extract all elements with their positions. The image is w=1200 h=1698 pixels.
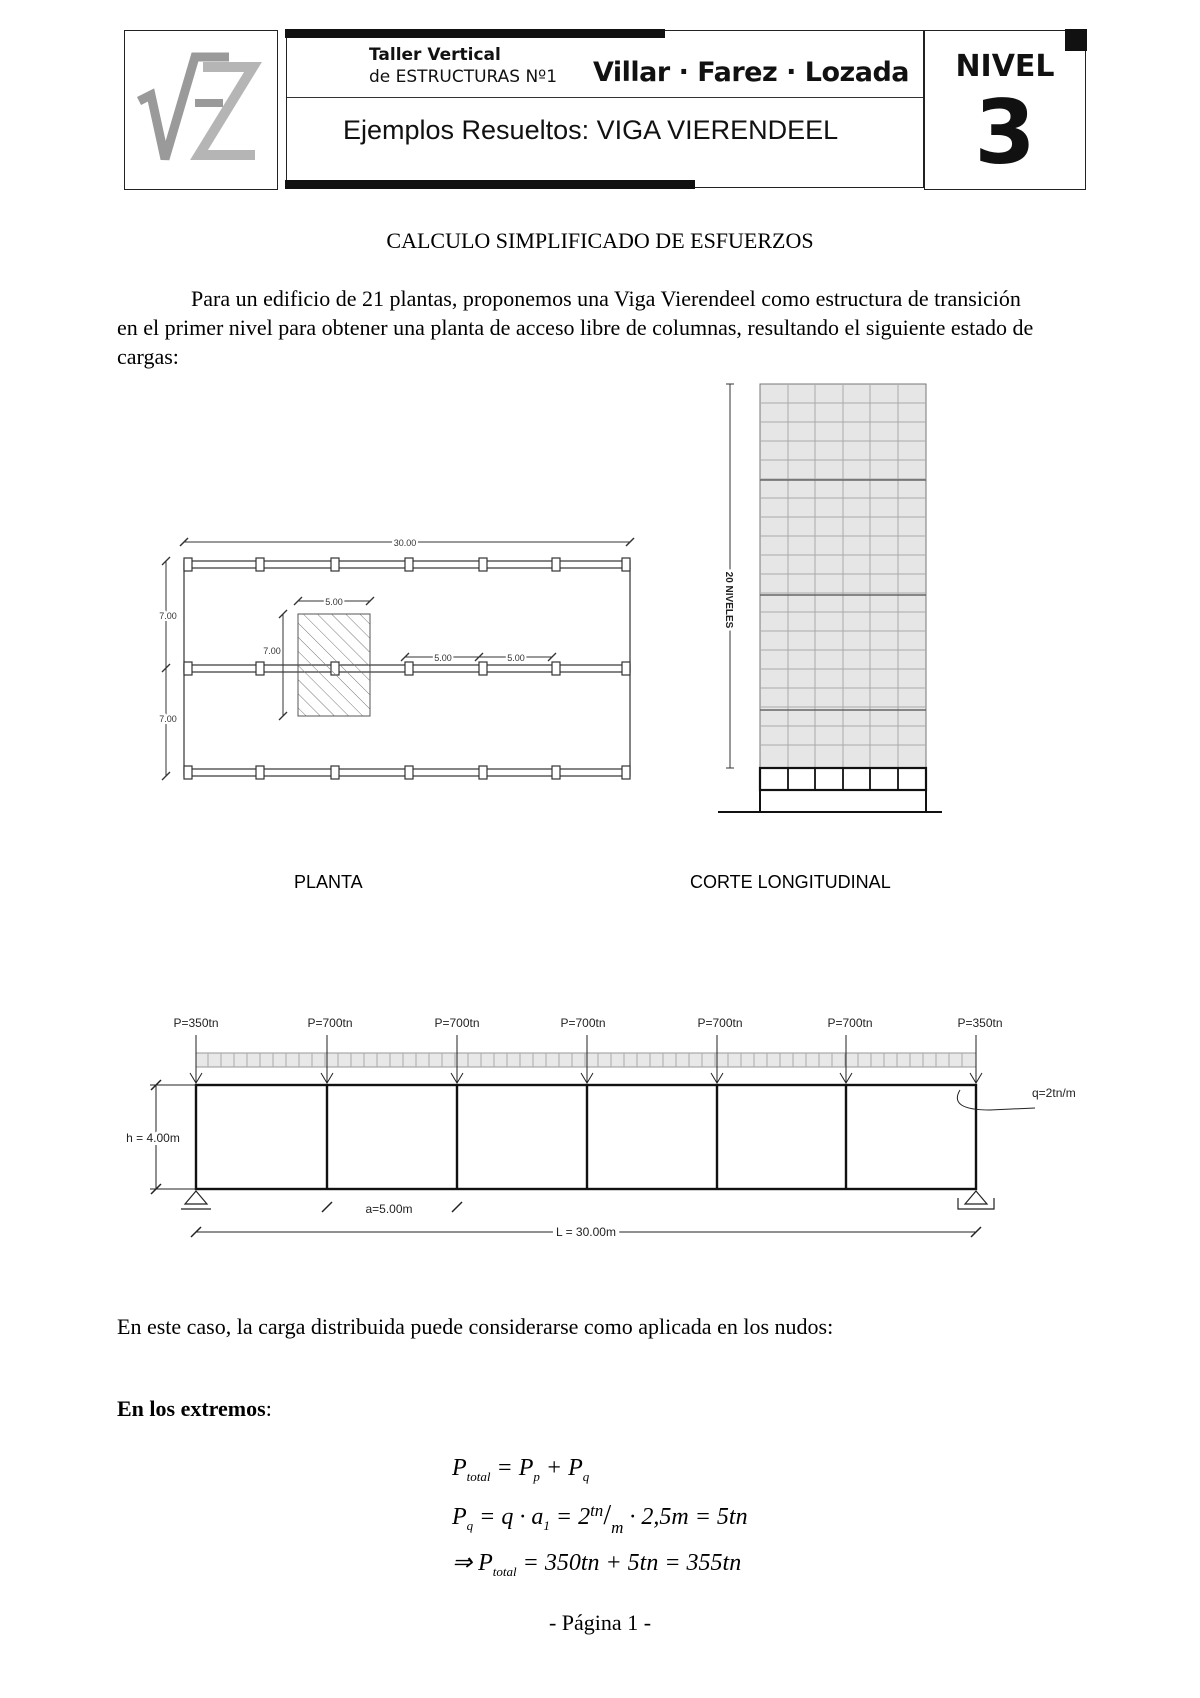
eq1-lhs-sub: total [466, 1468, 491, 1484]
eq2-val: = 2 [549, 1504, 591, 1530]
load-label-2: P=700tn [307, 1016, 353, 1030]
page-number: - Página 1 - [548, 1610, 652, 1635]
header-bar-top [285, 29, 665, 38]
vfz-logo-icon [125, 31, 277, 189]
corte-levels-label: 20 NIVELES [723, 571, 734, 629]
planta-dim-left-bottom-label: 7.00 [159, 714, 177, 724]
equation-2 [452, 1500, 748, 1538]
distributed-note: En este caso, la carga distribuida puede considerarse como aplicada en los nudos: [117, 1314, 834, 1339]
eq3-arrow: ⇒ P [452, 1550, 493, 1576]
planta-dim-left-top-label: 7.00 [159, 611, 177, 621]
vierendeel-frame [196, 1085, 976, 1189]
logo [124, 30, 278, 190]
taller-line-2: de ESTRUCTURAS Nº1 [369, 67, 558, 87]
planta-dim-total-label: 30.00 [393, 538, 417, 548]
eq1-lhs: P [452, 1455, 467, 1481]
eq1-rhs-a-sub: p [533, 1468, 540, 1484]
a-label: a=5.00m [365, 1202, 413, 1216]
extremos-label: En los extremos [117, 1396, 266, 1421]
corte-vierendeel [718, 768, 942, 812]
eq1-rhs-a: = P [490, 1455, 534, 1481]
eq1-rhs-b-sub: q [582, 1468, 590, 1484]
extremos-colon: : [265, 1396, 272, 1421]
eq2-lhs: P [452, 1504, 467, 1530]
eq3-end: = 350tn + 5tn = 355tn [516, 1550, 742, 1576]
load-label-6: P=700tn [827, 1016, 873, 1030]
section-heading: CALCULO SIMPLIFICADO DE ESFUERZOS [386, 228, 814, 253]
corte-tower [760, 384, 926, 768]
eq2-unit-den: m [611, 1518, 624, 1537]
taller-line-1: Taller Vertical [369, 45, 501, 65]
header-bar-bottom [285, 180, 695, 189]
equation-1 [452, 1455, 589, 1485]
extremos-heading [117, 1396, 272, 1422]
load-label-5: P=700tn [697, 1016, 743, 1030]
corte-drawing [700, 372, 950, 822]
nivel-number: 3 [974, 81, 1036, 184]
document-subtitle: Ejemplos Resueltos: VIGA VIERENDEEL [343, 115, 839, 145]
vierendeel-diagram [110, 1005, 1100, 1250]
header-separator [287, 97, 923, 98]
q-leader [957, 1090, 1035, 1110]
support-right [958, 1191, 994, 1209]
eq1-rhs-b: + P [539, 1455, 583, 1481]
eq2-slash: / [603, 1500, 612, 1531]
eq2-mid: = q · a [473, 1504, 544, 1530]
eq2-lhs-sub: q [466, 1517, 474, 1533]
corte-caption: CORTE LONGITUDINAL [690, 872, 891, 892]
nivel-box [924, 30, 1086, 190]
eq2-mid-sub: 1 [543, 1517, 550, 1533]
planta-caption: PLANTA [294, 872, 363, 892]
load-label-4: P=700tn [560, 1016, 606, 1030]
nivel-label: NIVEL [955, 49, 1055, 84]
eq2-end: · 2,5m = 5tn [623, 1504, 748, 1530]
distributed-load [196, 1053, 976, 1067]
planta-dim-spacing-1-label: 5.00 [434, 653, 452, 663]
L-label: L = 30.00m [556, 1225, 616, 1239]
planta-dim-bay-h-label: 7.00 [263, 646, 281, 656]
planta-drawing [150, 525, 640, 795]
eq2-unit-num: tn [590, 1501, 604, 1520]
planta-dim-left [162, 557, 170, 780]
nivel-corner [1065, 29, 1087, 51]
planta-dim-bay-w-label: 5.00 [325, 597, 343, 607]
load-label-7: P=350tn [957, 1016, 1003, 1030]
load-label-1: P=350tn [173, 1016, 219, 1030]
q-label: q=2tn/m [1032, 1086, 1076, 1100]
planta-dim-spacing [401, 653, 556, 661]
eq3-sub: total [492, 1563, 517, 1579]
planta-columns [184, 558, 630, 779]
equation-3 [452, 1548, 741, 1580]
h-label: h = 4.00m [126, 1131, 180, 1145]
support-left [181, 1191, 211, 1209]
intro-paragraph: Para un edificio de 21 plantas, proponemos una Viga Vierendeel como estructura de transición en el primer nivel para obtener una planta de acceso libre de columnas, resultando el siguiente estado de cargas: [117, 286, 1034, 369]
load-label-3: P=700tn [434, 1016, 480, 1030]
header-title-box [286, 30, 924, 188]
planta-dim-spacing-2-label: 5.00 [507, 653, 525, 663]
planta-tributary-area [298, 614, 370, 716]
authors: Villar · Farez · Lozada [593, 57, 909, 88]
